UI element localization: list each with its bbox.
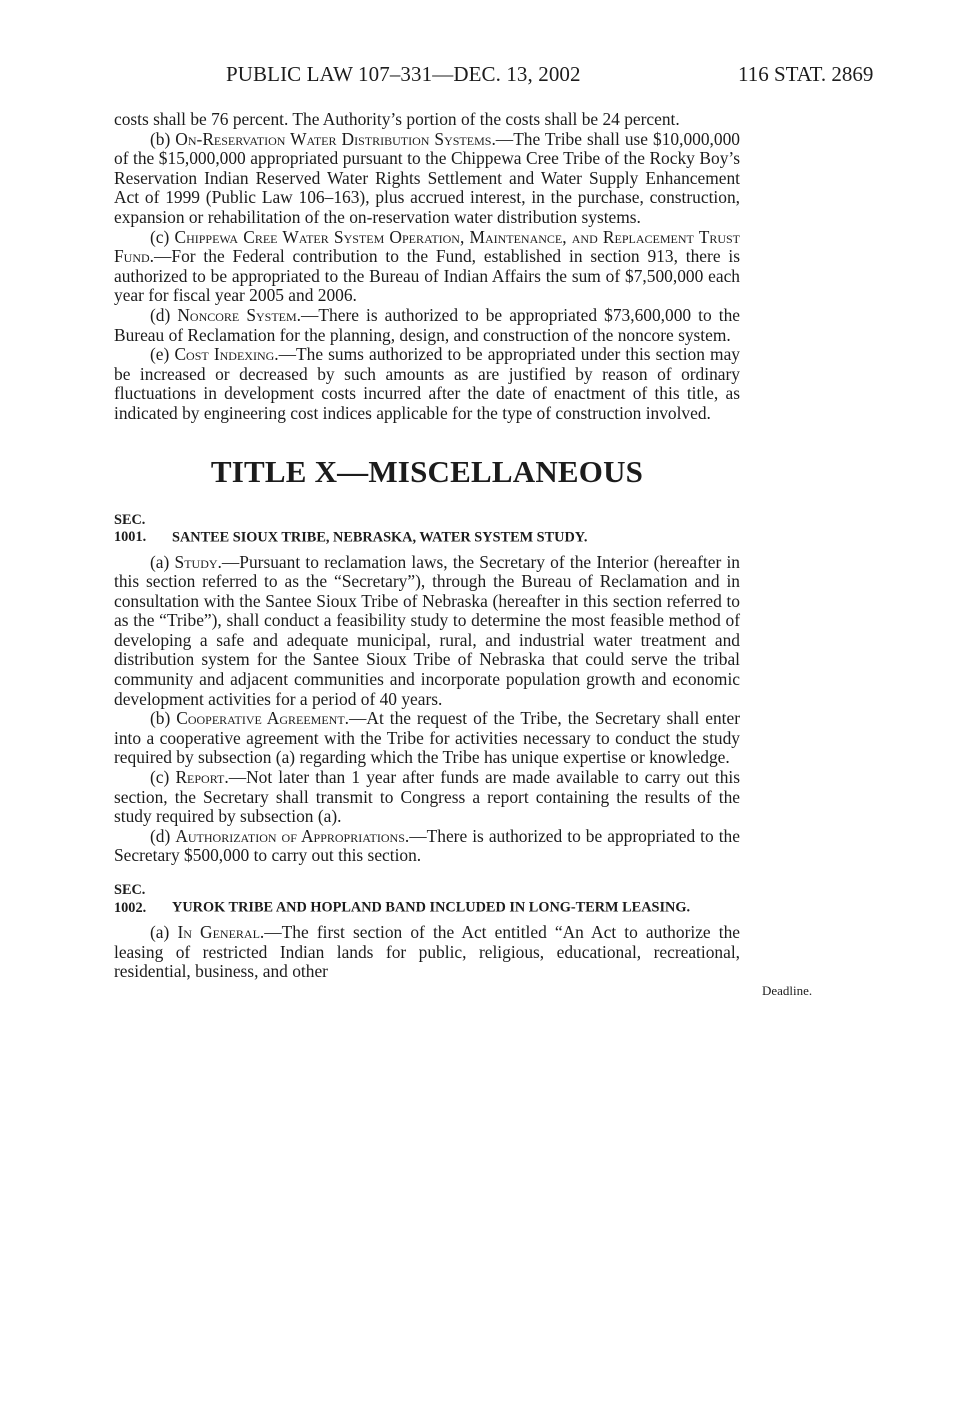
section-1001-subsection-a: (a) Study.—Pursuant to reclamation laws, the Secretary of the Interior (hereafter in this section referred to as the “Secretary”), through the Bureau of Reclamation and in consultation with the Santee Sioux Tribe of Nebraska (hereafter in this section referred to as the “Tribe”), shall conduct a feasibility study to determine the most feasible method of developing a safe and adequate municipal, rural, and industrial water treatment and distribution system for the Santee Sioux Tribe of Nebraska that could serve the tribal community and adjacent communities and incorporate population growth and economic development activities for a period of 40 years. <box>114 551 740 709</box>
subsection-text: At the request of the Tribe, the Secretary shall enter into a cooperative agreement with the Tribe for activities necessary to conduct the study required by subsection (a) regarding which the Tribe has unique expertise or knowledge. <box>114 708 740 768</box>
section-number: SEC. 1002. <box>114 882 147 916</box>
statute-reference: 116 STAT. 2869 <box>738 62 874 86</box>
subsection-b-on-reservation: (b) On-Reservation Water Distribution Systems.—The Tribe shall use $10,000,000 of the $15,000,000 appropriated pursuant to the Chippewa Cree Tribe of the Rocky Boy’s Reservation Indian Reserved Water Rights Settlement and Water Supply Enhancement Act of 1999 (Public Law 106–163), plus accrued interest, in the purchase, construction, expansion or rehabilitation of the on-reservation water distribution systems. <box>114 128 740 227</box>
subsection-number: (b) <box>150 708 171 729</box>
subsection-text: The first section of the Act entitled “An Act to authorize the leasing of restricted Indian lands for public, religious, educational, recreational, residential, business, and other <box>114 922 741 982</box>
section-1001-heading <box>114 512 740 547</box>
subsection-text: There is authorized to be appropriated $73,600,000 to the Bureau of Reclamation for the planning, design, and construction of the noncore system. <box>114 304 740 345</box>
subsection-number: (e) <box>150 344 170 365</box>
subsection-text: For the Federal contribution to the Fund, established in section 913, there is authorized to be appropriated to the Bureau of Indian Affairs the sum of $7,500,000 each year for fiscal year 2005 and 2006. <box>114 246 740 306</box>
running-head: PUBLIC LAW 107–331—DEC. 13, 2002 <box>226 62 581 86</box>
section-1002-subsection-a: (a) In General.—The first section of the Act entitled “An Act to authorize the leasing of restricted Indian lands for public, religious, educational, recreational, residential, business, and other <box>114 922 741 982</box>
paragraph-costs-continuation <box>114 110 740 130</box>
subsection-number: (a) <box>150 551 170 572</box>
subsection-number: (d) <box>150 825 171 846</box>
subsection-c-trust-fund: (c) Chippewa Cree Water System Operation, Maintenance, and Replacement Trust Fund.—For the Federal contribution to the Fund, established in section 913, there is authorized to be appropriated to the Bureau of Indian Affairs the sum of $7,500,000 each year for fiscal year 2005 and 2006. <box>114 226 740 306</box>
subsection-text: The sums authorized to be appropriated under this section may be increased or decreased by such amounts as are justified by reason of ordinary fluctuations in development costs incurred after the date of enactment of this title, as indicated by engineering cost indices applicable for the type of construction involved. <box>114 344 740 423</box>
margin-note-deadline: Deadline. <box>762 983 813 998</box>
subsection-number: (b) <box>150 128 171 149</box>
subsection-caption: In General. <box>177 922 265 942</box>
paragraph-text: costs shall be 76 percent. The Authority’s portion of the costs shall be 24 percent. <box>114 109 680 129</box>
subsection-caption: Cooperative Agreement. <box>176 708 350 729</box>
subsection-caption: Study. <box>174 551 222 572</box>
section-1001-subsection-d: (d) Authorization of Appropriations.—There is authorized to be appropriated to the Secretary $500,000 to carry out this section. <box>114 825 740 866</box>
subsection-caption: On-Reservation Water Distribution Systems. <box>175 128 496 149</box>
subsection-text: The Tribe shall use $10,000,000 of the $15,000,000 appropriated pursuant to the Chippewa Cree Tribe of the Rocky Boy’s Reservation Indian Reserved Water Rights Settlement and Water Supply Enhancement Act of 1999 (Public Law 106–163), plus accrued interest, in the purchase, construction, expansion or rehabilitation of the on-reservation water distribution systems. <box>114 128 740 227</box>
subsection-e-cost-indexing: (e) Cost Indexing.—The sums authorized to be appropriated under this section may be increased or decreased by such amounts as are justified by reason of ordinary fluctuations in development costs incurred after the date of enactment of this title, as indicated by engineering cost indices applicable for the type of construction involved. <box>114 344 740 423</box>
section-1002-heading <box>114 882 740 917</box>
title-heading: TITLE X—MISCELLANEOUS <box>210 453 644 489</box>
subsection-number: (c) <box>150 226 170 247</box>
body-text <box>114 110 740 982</box>
section-title: YUROK TRIBE AND HOPLAND BAND INCLUDED IN LONG-TERM LEASING. <box>172 899 691 916</box>
subsection-text: There is authorized to be appropriated to the Secretary $500,000 to carry out this section. <box>114 825 740 866</box>
subsection-text: Not later than 1 year after funds are made available to carry out this section, the Secretary shall transmit to Congress a report containing the results of the study required by subsection (a). <box>114 767 741 827</box>
section-1001-subsection-b: (b) Cooperative Agreement.—At the request of the Tribe, the Secretary shall enter into a cooperative agreement with the Tribe for activities necessary to conduct the study required by subsection (a) regarding which the Tribe has unique expertise or knowledge. <box>114 708 740 768</box>
subsection-caption: Noncore System. <box>177 304 302 325</box>
subsection-number: (a) <box>150 922 170 942</box>
section-title: SANTEE SIOUX TRIBE, NEBRASKA, WATER SYSTEM STUDY. <box>172 529 588 545</box>
subsection-text: Pursuant to reclamation laws, the Secretary of the Interior (hereafter in this section referred to as the “Secretary”), through the Bureau of Reclamation and in consultation with the Santee Sioux Tribe of Nebraska (hereafter in this section referred to as the “Tribe”), shall conduct a feasibility study to determine the most feasible method of developing a safe and adequate municipal, rural, and industrial water treatment and distribution system for the Santee Sioux Tribe of Nebraska that could serve the tribal community and adjacent communities and incorporate population growth and economic development activities for a period of 40 years. <box>114 551 740 709</box>
subsection-d-noncore-system: (d) Noncore System.—There is authorized to be appropriated $73,600,000 to the Bureau of Reclamation for the planning, design, and construction of the noncore system. <box>114 304 740 345</box>
subsection-number: (c) <box>150 767 170 788</box>
subsection-caption: Cost Indexing. <box>174 344 279 365</box>
section-number: SEC. 1001. <box>114 511 147 545</box>
subsection-number: (d) <box>150 304 171 325</box>
subsection-caption: Chippewa Cree Water System Operation, Maintenance, and Replacement Trust Fund. <box>114 226 740 267</box>
section-1001-subsection-c: (c) Report.—Not later than 1 year after funds are made available to carry out this section, the Secretary shall transmit to Congress a report containing the results of the study required by subsection (a). <box>114 767 741 827</box>
subsection-caption: Authorization of Appropriations. <box>175 825 410 846</box>
subsection-caption: Report. <box>175 767 229 788</box>
